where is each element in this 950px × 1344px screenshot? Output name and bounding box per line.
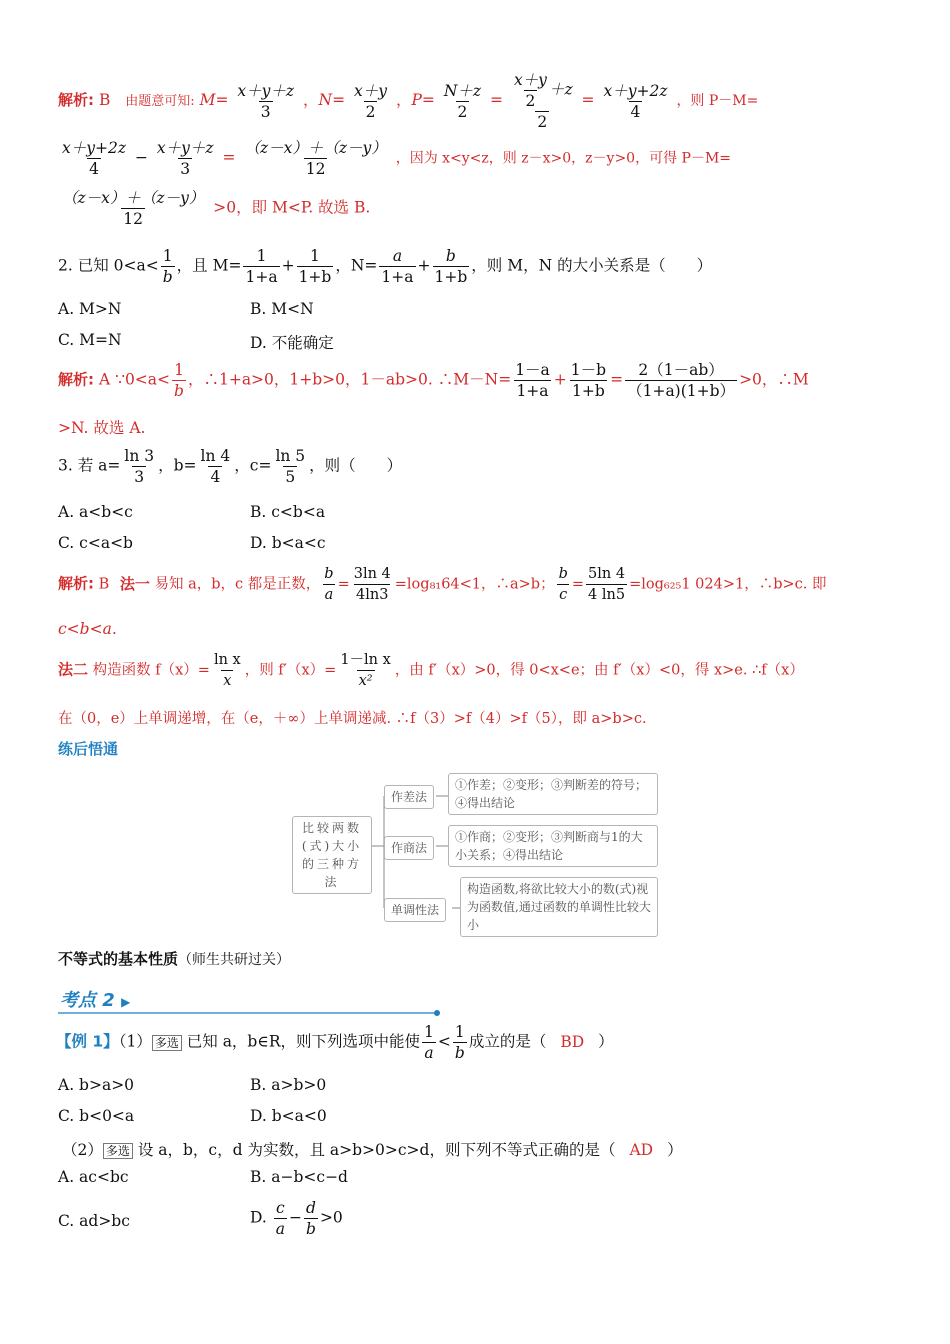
q3-solution-method2: 法二 构造函数 f（x）= $\frac{\text{ln x}}{x}$ ，则 f′（x）= $\frac{\text{1－ln x}}{\text{x²}}$ ，由 f′（x）>0，得 0<x<e；由 f′（x）<0，得 x>e. ∴f（x） xyxy=(58,652,804,689)
branch-monotonic: 单调性法 xyxy=(384,898,446,922)
kaodian-underline xyxy=(58,1008,443,1018)
ex2-option-b[interactable]: B. a−b<c−d xyxy=(250,1168,348,1186)
q3-solution-method1: 解析: B 法一 易知 a，b，c 都是正数， $\frac{b}{a}$ = $\frac{3\ln 4}{4\ln 3}$ =log₈₁64<1，∴a>b； $\frac{b}{c}$ = $\frac{5\ln 4}{4 \ln 5}$ =log₆₂₅1 024>1，∴b>c. 即 xyxy=(58,566,827,603)
example-tag: 【例 1】 xyxy=(56,1032,119,1051)
branch-quotient-desc: ①作商；②变形；③判断商与1的大小关系；④得出结论 xyxy=(448,825,658,867)
example1-part2: （2） 多选 设 a，b，c，d 为实数，且 a>b>0>c>d，则下列不等式正确的是（ AD ） xyxy=(62,1141,683,1159)
q2-solution: 解析: A ∵0<a< $\frac{1}{b}$ ，∴1+a>0，1+b>0，1－ab>0. ∴M－N= $\frac{1-a}{1+a}$ + $\frac{1-b}{1+b}$ = $\frac{2(1-ab)}{(1+a)(1+b)}$ >0，∴M xyxy=(58,361,809,400)
q1-solution-line1: 解析: B 由题意可知: M= $\frac{x+y+z}{3}$ ，N= $\frac{x+y}{2}$ ，P= $\frac{N+z}{2}$ = $\frac{x+y}{2}$ ＋z 2 = $\frac{x+y+2z}{4}$ ，则 P－M= xyxy=(58,71,759,131)
q3-stem: 3. 若 a= $\frac{\ln 3}{3}$ ，b= $\frac{\ln 4}{4}$ ，c= $\frac{\ln 5}{5}$ ，则（ ） xyxy=(58,447,403,486)
answer-2: AD xyxy=(629,1141,654,1159)
summary-title: 练后悟通 xyxy=(58,740,119,758)
q3-method1-end: c<b<a. xyxy=(58,620,117,638)
multi-select-tag: 多选 xyxy=(152,1035,182,1051)
q2-stem: 2. 已知 0<a< $\frac{1}{b}$ ，且 M= $\frac{1}{1+a}$ + $\frac{1}{1+b}$ ，N= $\frac{a}{1+a}$ + $\frac{b}{1+b}$ ，则 M，N 的大小关系是（ ） xyxy=(58,247,713,286)
ex1-option-a[interactable]: A. b>a>0 xyxy=(58,1076,135,1094)
ex2-option-d[interactable]: D. $\frac{c}{a}$ − $\frac{d}{b}$ >0 xyxy=(250,1199,343,1238)
ex1-option-c[interactable]: C. b<0<a xyxy=(58,1107,135,1125)
q3-option-a[interactable]: A. a<b<c xyxy=(58,503,133,521)
section-title: 不等式的基本性质（师生共研过关） xyxy=(58,950,291,968)
q1-solution-line3: $\frac{(z-x)+(z-y)}{12}$ >0，即 M<P. 故选 B. xyxy=(62,189,371,228)
q2-option-c[interactable]: C. M=N xyxy=(58,331,122,349)
branch-difference: 作差法 xyxy=(384,785,434,809)
q1-solution-line2: $\frac{x+y+2z}{4}$ − $\frac{x+y+z}{3}$ = $\frac{(z-x)+(z-y)}{12}$ ，因为 x<y<z，则 z－x>0，z－y>0，可得 P－M= xyxy=(62,139,732,178)
branch-difference-desc: ①作差；②变形；③判断差的符号；④得出结论 xyxy=(448,773,658,815)
kaodian-badge: 考点 2 ▶ xyxy=(60,990,131,1011)
ex1-option-d[interactable]: D. b<a<0 xyxy=(250,1107,327,1125)
solution-label: 解析: xyxy=(58,91,94,109)
summary-root: 比较两数(式)大小的三种方法 xyxy=(292,816,372,894)
ex2-option-c[interactable]: C. ad>bc xyxy=(58,1212,130,1230)
branch-monotonic-desc: 构造函数,将欲比较大小的数(式)视为函数值,通过函数的单调性比较大小 xyxy=(460,877,658,937)
q2-option-a[interactable]: A. M>N xyxy=(58,300,122,318)
q2-option-b[interactable]: B. M<N xyxy=(250,300,314,318)
q2-solution-end: >N. 故选 A. xyxy=(58,419,146,437)
q3-method2-end: 在（0，e）上单调递增，在（e，＋∞）上单调递减. ∴f（3）>f（4）>f（5），即 a>b>c. xyxy=(58,711,647,727)
q3-option-b[interactable]: B. c<b<a xyxy=(250,503,326,521)
example1-part1: 【例 1】（1） 多选 已知 a，b∈R，则下列选项中能使 $\frac{1}{a}$ < $\frac{1}{b}$ 成立的是（ BD ） xyxy=(56,1023,614,1062)
q3-option-c[interactable]: C. c<a<b xyxy=(58,534,133,552)
answer-1: BD xyxy=(560,1032,585,1051)
ex2-option-a[interactable]: A. ac<bc xyxy=(58,1168,129,1186)
ex1-option-b[interactable]: B. a>b>0 xyxy=(250,1076,327,1094)
q2-option-d[interactable]: D. 不能确定 xyxy=(250,334,334,352)
q3-option-d[interactable]: D. b<a<c xyxy=(250,534,326,552)
branch-quotient: 作商法 xyxy=(384,836,434,860)
